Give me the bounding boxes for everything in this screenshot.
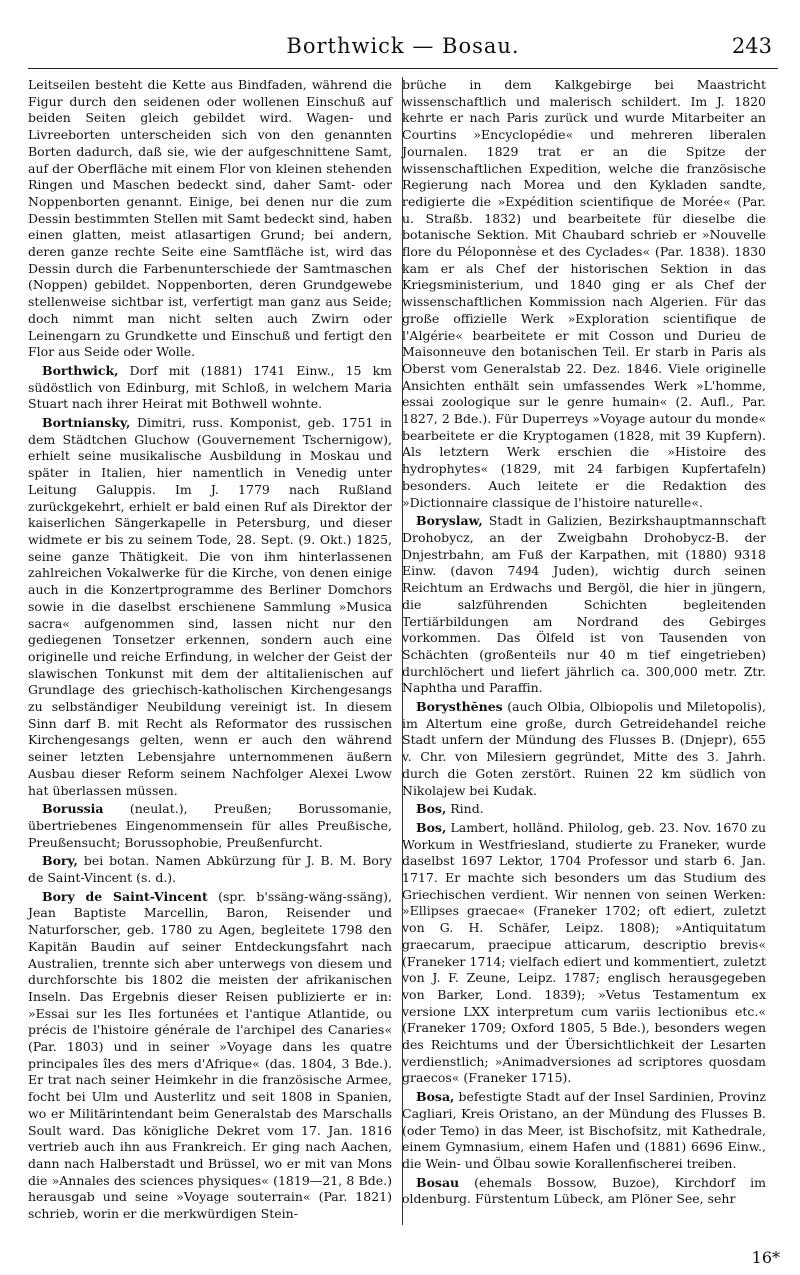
entry-headword: Bory de Saint-Vincent [42, 888, 208, 904]
dictionary-entry [28, 853, 392, 886]
entry-text: brüche in dem Kalkgebirge bei Maastricht wissenschaftlich und malerisch schildert. Im J. 1820 kehrte er nach Paris zurück und wurde Mitarbeiter an Courtins »Encyclopédie« und mehreren liberalen Journalen. 1829 trat er an die Spitze der wissenschaftlichen Expedition, welche die französische Regierung nach Morea und den Kykladen sandte, redigierte die »Expédition scientifique de Morée« (Par. u. Straßb. 1832) und bearbeitete für dieselbe die botanische Sektion. Mit Chaubard schrieb er »Nouvelle flore du Péloponnèse et des Cyclades« (Par. 1838). 1830 kam er als Chef der historischen Sektion in das Kriegsministerium, und 1840 ging er als Chef der wissenschaftlichen Kommission nach Algerien. Für das große offizielle Werk »Exploration scientifique de l'Algérie« bearbeitete er mit Cosson und Durieu de Maisonneuve den botanischen Teil. Er starb in Paris als Oberst vom Generalstab 22. Dez. 1846. Viele originelle Ansichten enthält sein umfassendes Werk »L'homme, essai zoologique sur le genre humain« (2. Aufl., Par. 1827, 2 Bde.). Für Duperreys »Voyage autour du monde« bearbeitete er die Kryptogamen (1828, mit 39 Kupfern). Als letztern Werk erschien die »Histoire des hydrophytes« (1829, mit 24 farbigen Kupfertafeln) besonders. Auch leitete er die Redaktion des »Dictionnaire classique de l'histoire naturelle«. [402, 77, 766, 510]
continued-paragraph [402, 77, 766, 511]
entry-text: Lambert, holländ. Philolog, geb. 23. Nov. 1670 zu Workum in Westfriesland, studierte zu Franeker, wurde daselbst 1697 Lektor, 1704 Professor und starb 6. Jan. 1717. Er machte sich besonders um das Studium des Griechischen verdient. Wir nennen von seinen Werken: »Ellipses graecae« (Franeker 1702; oft ediert, zuletzt von G. H. Schäfer, Leipz. 1808); »Antiquitatum graecarum, praecipue atticarum, descriptio brevis« (Franeker 1714; vielfach ediert und kommentiert, zuletzt von J. F. Zeune, Leipz. 1787; englisch herausgegeben von Barker, Lond. 1839); »Vetus Testamentum ex versione LXX interpretum cum variis lectionibus etc.« (Franeker 1709; Oxford 1805, 5 Bde.), besonders wegen des Reichtums und der Übersichtlichkeit der Lesarten verdienstlich; »Animadversiones ad scriptores quosdam graecos« (Franeker 1715). [402, 819, 766, 1086]
entry-text: befestigte Stadt auf der Insel Sardinien, Provinz Cagliari, Kreis Oristano, an der Mündung des Flusses B. (oder Temo) in das Meer, ist Bischofsitz, mit Kathedrale, einem Gymnasium, einem Hafen und (1881) 6696 Einw., die Wein- und Ölbau sowie Korallenfischerei treiben. [402, 1089, 766, 1171]
dictionary-entry [402, 1089, 766, 1173]
entry-text: (ehemals Bossow, Buzoe), Kirchdorf im oldenburg. Fürstentum Lübeck, am Plöner See, sehr [402, 1174, 766, 1207]
entry-headword: Bosa, [416, 1089, 455, 1105]
entry-headword: Borthwick, [42, 362, 119, 378]
entry-headword: Borysthĕnes [416, 699, 503, 715]
entry-headword: Boryslaw, [416, 513, 483, 529]
running-header [28, 28, 778, 69]
entry-text: (auch Olbia, Olbiopolis und Miletopolis), im Altertum eine große, durch Getreidehandel reiche Stadt unfern der Mündung des Flusses B. (Dnjepr), 655 v. Chr. von Milesiern gegründet, Mitte des 3. Jahrh. durch die Goten zerstört. Ruinen 22 km südlich von Nikolajew bei Kudak. [402, 699, 766, 798]
text-columns [28, 77, 778, 1225]
dictionary-entry [402, 1175, 766, 1208]
entry-text: Rind. [446, 801, 484, 817]
entry-headword: Bos, [416, 801, 447, 817]
entry-text: Leitseilen besteht die Kette aus Bindfaden, während die Figur durch den seidenen oder wollenen Einschuß auf beiden Seiten gleich gebildet wird. Wagen- und Livreeborten unterscheiden sich von den genannten Borten dadurch, daß sie, wie der aufgeschnittene Samt, auf der Oberfläche mit einem Flor von kleinen stehenden Ringen und Maschen bedeckt sind, daher Samt- oder Noppenborten genannt. Einige, bei denen nur die zum Dessin bestimmten Stellen mit Samt bedeckt sind, haben einen glatten, meist atlasartigen Grund; bei andern, deren ganze rechte Seite eine Samtfläche ist, wird das Dessin durch die Farbenunterschiede der Samtmaschen (Noppen) gebildet. Noppenborten, deren Grundgewebe stellenweise sichtbar ist, verfertigt man ganz aus Seide; doch nimmt man nicht selten auch Zwirn oder Leinengarn zu Grundkette und Einschuß und fertigt den Flor aus Seide oder Wolle. [28, 77, 392, 360]
dictionary-entry [402, 513, 766, 697]
dictionary-entry [28, 415, 392, 799]
entry-text: bei botan. Namen Abkürzung für J. B. M. Bory de Saint-Vincent (s. d.). [28, 853, 392, 886]
entry-headword: Borussia [42, 801, 104, 817]
entry-text: Dorf mit (1881) 1741 Einw., 15 km südöstlich von Edinburg, mit Schloß, in welchem Maria Stuart nach ihrer Heirat mit Bothwell wohnte. [28, 362, 392, 412]
entry-text: Stadt in Galizien, Bezirkshauptmannschaft Drohobycz, an der Zweigbahn Drohobycz-B. der Dnjestrbahn, am Fuß der Karpathen, mit (1880) 9318 Einw. (davon 7494 Juden), wichtig durch seinen Reichtum an Erdwachs und Bergöl, die hier in jüngern, die salzführenden Schichten begleitenden Tertiärbildungen am Nordrand des Gebirges vorkommen. Das Ölfeld ist von Tausenden von Schächten (großenteils nur 40 m tief eingetrieben) durchlöchert und liefert jährlich ca. 300,000 metr. Ztr. Naphtha und Paraffin. [402, 513, 766, 696]
entry-text: (neulat.), Preußen; Borussomanie, übertriebenes Eingenommensein für alles Preußische, Preußensucht; Borussophobie, Preußenfurcht. [28, 801, 392, 850]
dictionary-entry [28, 889, 392, 1223]
continued-paragraph [28, 77, 392, 361]
column-divider [402, 77, 403, 1225]
right-column [402, 77, 766, 1225]
signature-mark: 16* [751, 1248, 780, 1267]
entry-headword: Bosau [416, 1174, 460, 1190]
dictionary-entry [402, 801, 766, 818]
dictionary-entry [402, 699, 766, 799]
page-number: 243 [731, 34, 772, 58]
dictionary-entry [28, 801, 392, 851]
running-title: Borthwick — Bosau. [286, 34, 520, 58]
dictionary-entry [28, 363, 392, 413]
entry-headword: Bos, [416, 819, 447, 835]
dictionary-entry [402, 820, 766, 1087]
entry-headword: Bory, [42, 853, 78, 869]
entry-text: Dimitri, russ. Komponist, geb. 1751 in dem Städtchen Gluchow (Gouvernement Tschernigow), erhielt seine musikalische Ausbildung in Moskau und später in Italien, hier namentlich in Venedig unter Leitung Galuppis. Im J. 1779 nach Rußland zurückgekehrt, erhielt er bald einen Ruf als Direktor der kaiserlichen Sängerkapelle in Petersburg, und dieser widmete er bis zu seinem Tode, 28. Sept. (9. Okt.) 1825, seine ganze Thätigkeit. Die von ihm hinterlassenen zahlreichen Vokalwerke für die Kirche, von denen einige auch in die Konzertprogramme des Berliner Domchors sowie in die daselbst erschienene Sammlung »Musica sacra« aufgenommen sind, lassen nicht nur den gediegenen Tonsetzer erkennen, sondern auch eine originelle und reiche Erfindung, in welcher der Geist der slawischen Tonkunst mit dem der altitalienischen auf Grundlage des griechisch-katholischen Kirchengesangs zu selbständiger Neubildung vereinigt ist. In diesem Sinn darf B. mit Recht als Reformator des russischen Kirchengesangs gelten, wenn er auch den während seiner letzten Lebensjahre unternommenen äußern Ausbau dieser Reform seinem Nachfolger Alexei Lwow hat überlassen müssen. [28, 415, 392, 798]
entry-headword: Bortniansky, [42, 415, 131, 431]
entry-text: (spr. b'ssäng-wäng-ssäng), Jean Baptiste Marcellin, Baron, Reisender und Naturforscher, geb. 1780 zu Agen, begleitete 1798 den Kapitän Baudin auf seiner Entdeckungsfahrt nach Australien, trennte sich aber unterwegs von diesem und durchforschte bis 1802 die meisten der afrikanischen Inseln. Das Ergebnis dieser Reisen publizierte er in: »Essai sur les Iles fortunées et l'antique Atlantide, ou précis de l'histoire générale de l'archipel des Canaries« (Par. 1803) und in seiner »Voyage dans les quatre principales îles des mers d'Afrique« (das. 1804, 3 Bde.). Er trat nach seiner Heimkehr in die französische Armee, focht bei Ulm und Austerlitz und seit 1808 in Spanien, wo er Militärintendant beim Generalstab des Marschalls Soult ward. Das königliche Dekret vom 17. Jan. 1816 vertrieb auch ihn aus Frankreich. Er ging nach Aachen, dann nach Halberstadt und Brüssel, wo er mit van Mons die »Annales des sciences physiques« (1819—21, 8 Bde.) herausgab und seine »Voyage souterrain« (Par. 1821) schrieb, worin er die merkwürdigen Stein- [28, 888, 392, 1222]
left-column [28, 77, 392, 1225]
